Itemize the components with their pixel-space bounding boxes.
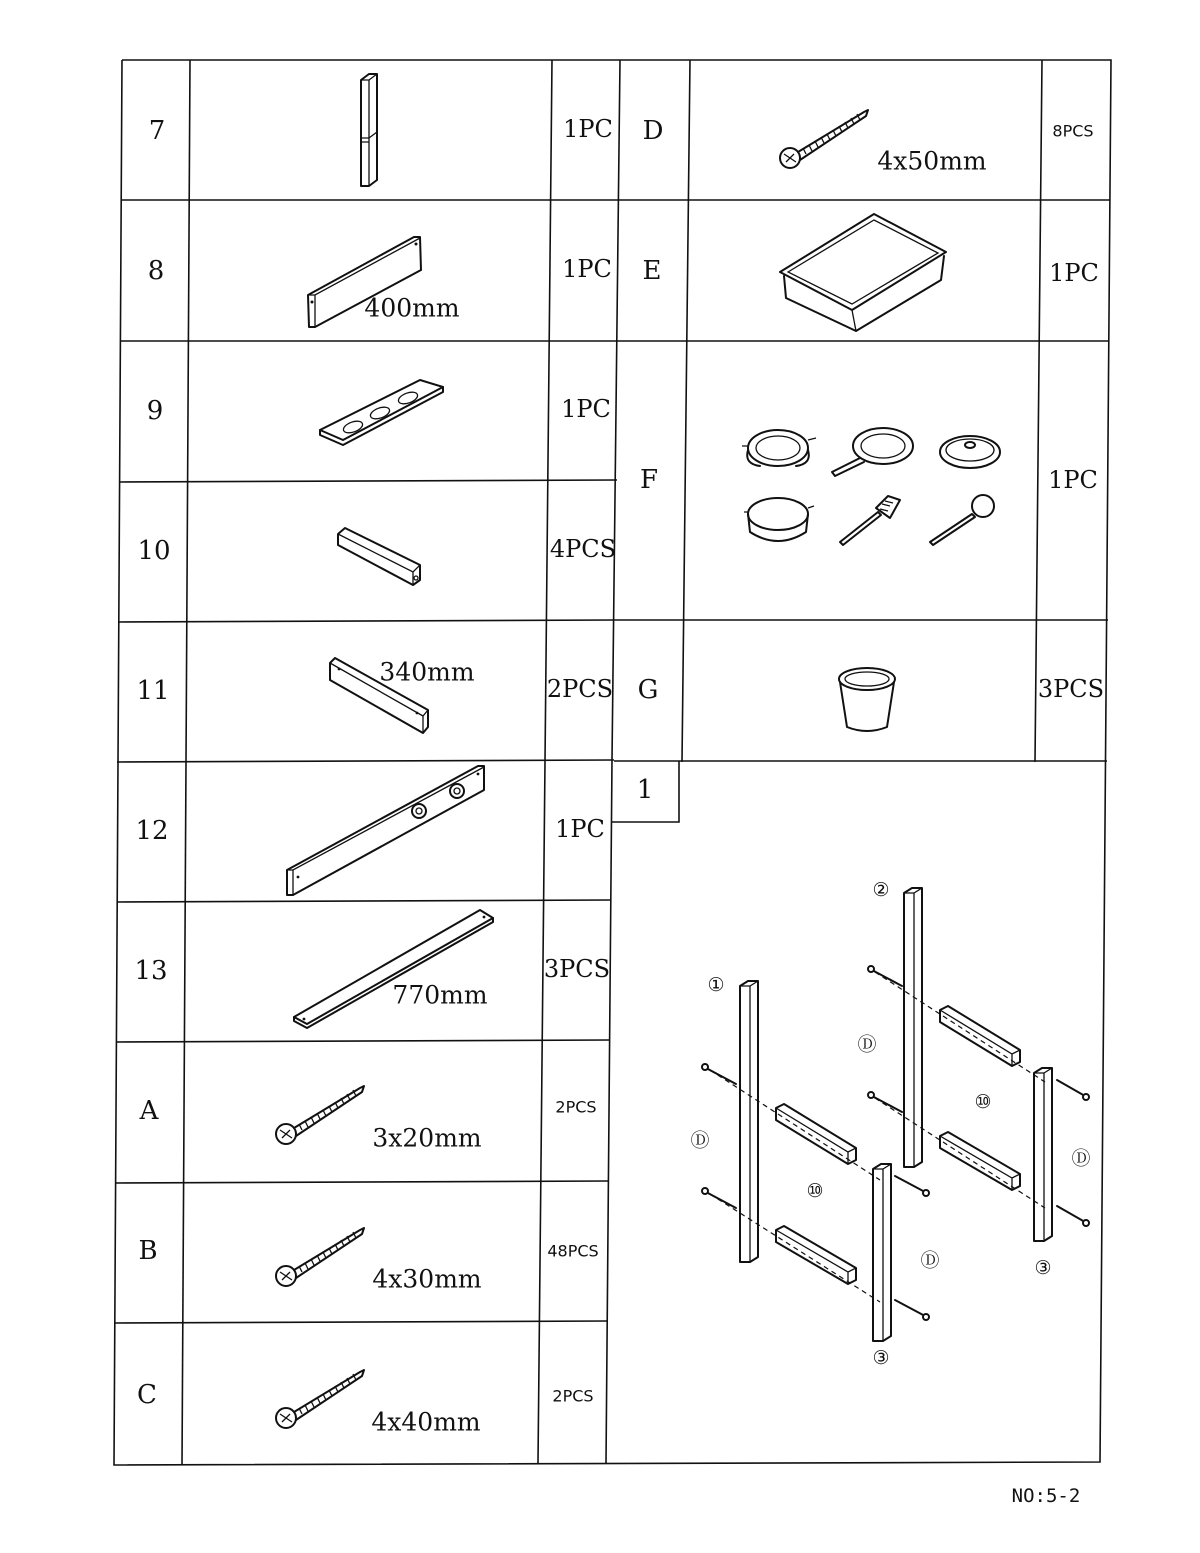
part-qty-e: 1PC [1049,259,1099,287]
label-rail-10-front: ⑩ [806,1180,824,1202]
part-id-10: 10 [137,536,171,566]
part-id-12: 12 [135,816,169,846]
part-id-c: C [137,1380,157,1410]
part-id-13: 13 [134,956,168,986]
part-a-screw-icon [272,1080,372,1150]
part-id-9: 9 [146,396,164,426]
part-dim-d: 4x50mm [877,146,987,176]
part-qty-d: 8PCS [1052,121,1094,141]
part-qty-13: 3PCS [543,955,611,983]
part-e-tray-icon [776,210,951,335]
part-7-post-icon [355,72,385,192]
step-1-assembly-diagram [680,860,1100,1380]
part-id-e: E [642,256,662,286]
part-id-a: A [139,1096,159,1126]
part-id-g: G [637,675,659,705]
part-dim-8: 400mm [364,293,460,323]
part-qty-11: 2PCS [546,675,614,703]
part-id-11: 11 [136,676,170,706]
part-dim-a: 3x20mm [372,1123,482,1153]
part-qty-f: 1PC [1048,466,1098,494]
part-id-d: D [642,116,664,146]
label-rail-10-back: ⑩ [974,1091,992,1113]
part-13-long-board-icon [290,905,500,1030]
part-qty-12: 1PC [555,815,605,843]
label-screw-d-bottom: Ⓓ [920,1249,940,1272]
part-qty-c: 2PCS [552,1386,594,1406]
part-d-screw-icon [776,104,876,174]
part-f-cookware-icon [740,420,1010,555]
part-dim-11: 340mm [379,657,475,687]
step-number: 1 [636,775,654,805]
part-g-cup-icon [835,665,900,740]
page-number: NO:5-2 [1011,1485,1081,1507]
part-dim-b: 4x30mm [372,1264,482,1294]
part-dim-13: 770mm [392,980,488,1010]
part-qty-a: 2PCS [555,1097,597,1117]
part-id-7: 7 [148,116,166,146]
label-post-2: ② [872,879,890,901]
label-post-3-front: ③ [872,1347,890,1369]
part-8-board-icon [300,228,430,332]
part-qty-g: 3PCS [1037,675,1105,703]
part-id-b: B [138,1236,158,1266]
part-qty-7: 1PC [563,115,613,143]
part-dim-c: 4x40mm [371,1407,481,1437]
part-10-rail-icon [335,525,430,590]
label-post-3-back: ③ [1034,1257,1052,1279]
label-post-1: ① [707,974,725,996]
part-12-knob-board-icon [282,762,490,900]
label-screw-d-left: Ⓓ [690,1129,710,1152]
part-b-screw-icon [272,1222,372,1292]
label-screw-d-right: Ⓓ [1071,1147,1091,1170]
part-c-screw-icon [272,1364,372,1434]
part-11-board-icon [325,655,435,740]
part-9-stove-board-icon [315,375,450,455]
part-id-f: F [639,465,659,495]
part-qty-b: 48PCS [547,1241,599,1261]
part-qty-10: 4PCS [549,535,617,563]
part-qty-9: 1PC [561,395,611,423]
part-qty-8: 1PC [562,255,612,283]
part-id-8: 8 [147,256,165,286]
label-screw-d-top: Ⓓ [857,1033,877,1056]
